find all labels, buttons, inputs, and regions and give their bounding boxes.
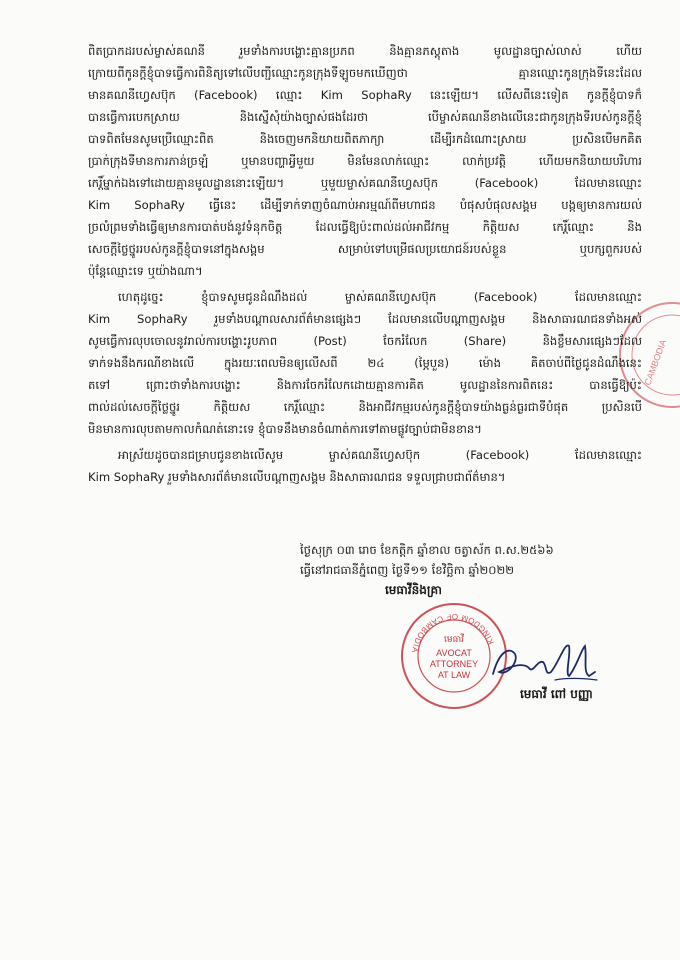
- body-line: ពិតប្រាកដរបស់ម្ចាស់គណនី រួមទាំងការបង្ហោះគ្មានប្រភព និងគ្មានភស្តុតាង មូលដ្ឋានច្បាស់លាស់ ហើយ: [88, 44, 642, 58]
- seal-line-avocat: AVOCAT: [436, 648, 472, 658]
- body-line: ហេតុដូច្នេះ ខ្ញុំបាទសូមជូនដំណឹងដល់ ម្ចាស់គណនីហ្វេសប៊ុក (Facebook) ដែលមានឈ្មោះ: [118, 290, 642, 304]
- body-line: Kim SophaRy រួមទាំងសារព័ត៌មានលើបណ្តាញសង្គម និងសាធារណជន ទទួលជ្រាបជាព័ត៌មាន។: [88, 470, 506, 484]
- seal-line-at-law: AT LAW: [437, 670, 471, 680]
- body-line: ក្រោយពីកូនក្តីខ្ញុំបាទធ្វើការពិនិត្យទៅលើបញ្ជីឈ្មោះកូនក្រុងទីឡូចមកឃើញថា គ្មានឈ្មោះកូនក្រុងទីនេះដែល: [88, 66, 642, 80]
- gregorian-date: ធ្វើនៅរាជធានីភ្នំពេញ ថ្ងៃទី១១ ខែវិច្ឆិកា ឆ្នាំ២០២២: [300, 563, 515, 577]
- body-line: កេរ្តិ៍ម្នាក់ឯងទៅដោយគ្មានមូលដ្ឋាននោះឡើយ។ ឬមួយម្ចាស់គណនីហ្វេសប៊ុក (Facebook) ដែលមានឈ្មោះ: [88, 176, 642, 190]
- page-blank-area: [0, 720, 680, 960]
- signer-name: មេធាវី ពៅ បញ្ញា: [520, 687, 593, 701]
- body-line: បាទពិតមែនសូមប្រើឈ្មោះពិត និងចេញមកនិយាយពិតភាក្យា ដើម្បីរកដំណោះស្រាយ ប្រសិនបើមកគិត: [88, 132, 642, 146]
- body-line: ប្រាក់ក្រុងទីមានការភាន់ច្រឡំ ឬមានបញ្ហាអ្វីមួយ មិនមែនលាក់ឈ្មោះ លាក់ប្រវត្តិ ហើយមកនិយាយបរិហារ: [88, 154, 642, 168]
- partial-seal-text: CAMBODIA: [642, 338, 669, 387]
- body-line: តទៅ ព្រោះថាទាំងការបង្ហោះ និងការចែករំលែកដោយគ្មានការគិត មូលដ្ឋាននៃការពិតនេះ បានធ្វើឱ្យប៉ះ: [88, 378, 642, 392]
- signer-title: មេធាវីនិងគ្រា: [385, 583, 442, 597]
- lunar-date: ថ្ងៃសុក្រ ០៣ រោច ខែកត្តិក ឆ្នាំខាល ចត្វាស័ក ព.ស.២៥៦៦: [300, 543, 554, 557]
- body-line: ទាក់ទងនឹងករណីខាងលើ ក្នុងរយៈពេលមិនឲ្យលើសពី ២៤ (ម្ភៃបួន) ម៉ោង គិតចាប់ពីថ្ងៃជូនដំណឹងនេះ: [88, 356, 642, 370]
- body-line: Kim SophaRy ធ្វើនេះ ដើម្បីទាក់ទាញចំណាប់អារម្មណ៍ពីមហាជន បំផុសបំផុលសង្គម បង្កឲ្យមានការយល់: [88, 198, 642, 212]
- seal-line-attorney: ATTORNEY: [429, 659, 479, 669]
- handwritten-signature: [485, 632, 615, 692]
- body-line: មានគណនីហ្វេសប៊ុក (Facebook) ឈ្មោះ Kim SophaRy នេះឡើយ។ លើសពីនេះទៀត កូនក្តីខ្ញុំបាទក៏: [88, 88, 642, 102]
- body-line: មិនមានការលុបតាមកាលកំណត់នោះទេ ខ្ញុំបាទនឹងមានចំណាត់ការទៅតាមផ្លូវច្បាប់ជាមិនខាន។: [88, 422, 482, 436]
- body-line: ប៉ុន្តែឈ្មោះទេ ឬយ៉ាងណា។: [88, 264, 203, 278]
- seal-ring-text: KINGDOM OF CAMBODIA: [410, 611, 496, 655]
- seal-khmer-label: មេធាវី: [444, 635, 464, 645]
- body-line: សូមធ្វើការលុបចោលនូវរាល់ការបង្ហោះរូបភាព (Post) ចែករំលែក (Share) និងខ្លឹមសារផ្សេងៗដែល: [88, 334, 642, 348]
- letter-body: [88, 40, 642, 488]
- body-line: Kim SophaRy រួមទាំងបណ្តាលសារព័ត៌មានផ្សេងៗ ដែលមានលើបណ្តាញសង្គម និងសាធារណជនទាំងអស់: [88, 312, 642, 326]
- body-line: ពាល់ដល់សេចក្តីថ្លៃថ្នូរ កិត្តិយស កេរ្តិ៍ឈ្មោះ និងអាជីវកម្មរបស់កូនក្តីខ្ញុំបាទយ៉ាងធ្ងន់ធ្ងរជាទីបំផុត ប្រសិនបើ: [88, 400, 642, 414]
- body-line: បានធ្វើការបេកស្រាយ និងស្នើសុំយ៉ាងច្បាស់ផងដែរថា បើម្ចាស់គណនីខាងលើនេះជាកូនក្រុងទីរបស់កូនក្តីខ្ញុំ: [88, 110, 642, 124]
- body-line: អាស្រ័យដូចបានជម្រាបជូនខាងលើសូម ម្ចាស់គណនីហ្វេសប៊ុក (Facebook) ដែលមានឈ្មោះ: [118, 448, 642, 462]
- body-line: ច្រលំព្រមទាំងធ្វើឲ្យមានការបាត់បង់នូវទំនុកចិត្ត ដែលធ្វើឱ្យប៉ះពាល់ដល់អាជីវកម្ម កិត្តិយស កេរ្តិ៍ឈ្មោះ និង: [88, 220, 642, 234]
- body-line: សេចក្តីថ្លៃថ្នូររបស់កូនក្តីខ្ញុំបាទនៅក្នុងសង្គម សម្រាប់ទៅបម្រើផលប្រយោជន៍របស់ខ្លួន ឬបក្សពួករបស់: [88, 242, 642, 256]
- date-block: [300, 540, 640, 580]
